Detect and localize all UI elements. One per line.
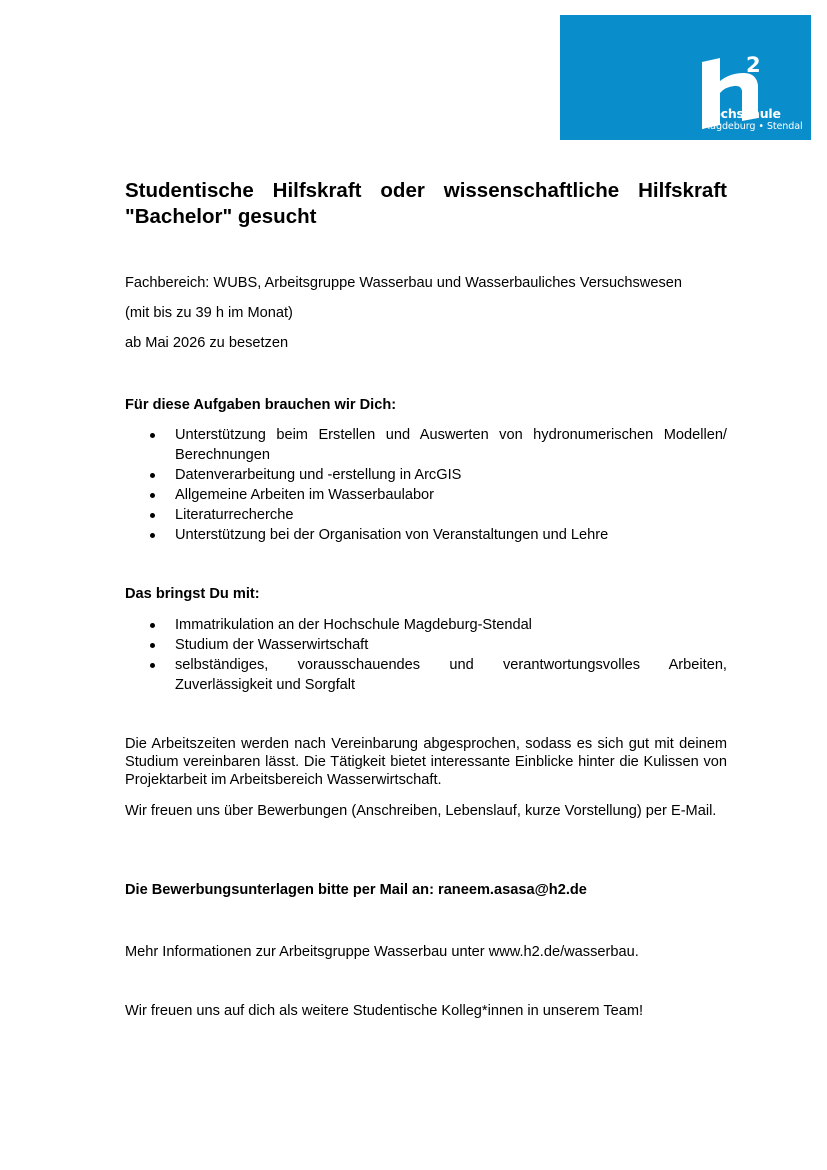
list-item: Allgemeine Arbeiten im Wasserbaulabor [125,485,727,505]
start-date-text: ab Mai 2026 zu besetzen [125,335,289,351]
list-item: Datenverarbeitung und -erstellung in ArcGIS [125,465,727,485]
logo-subtitle: Magdeburg • Stendal [702,121,803,132]
closing-text: Wir freuen uns auf dich als weitere Studentische Kolleg*innen in unserem Team! [125,1003,644,1019]
list-item: selbständiges, vorausschauendes und verantwortungsvolles Arbeiten, Zuverlässigkeit und Sorgfalt [125,655,727,695]
list-item: Unterstützung beim Erstellen und Auswerten von hydronumerischen Modellen/ Berechnungen [125,425,727,465]
list-item: Literaturrecherche [125,505,727,525]
applications-paragraph: Wir freuen uns über Bewerbungen (Anschreiben, Lebenslauf, kurze Vorstellung) per E-Mail. [125,803,717,819]
bullet-icon [150,623,155,628]
more-info-text: Mehr Informationen zur Arbeitsgruppe Wasserbau unter [125,944,489,960]
more-info-suffix: . [634,944,639,960]
contact-line [125,881,727,899]
list-item: Unterstützung bei der Organisation von Veranstaltungen und Lehre [125,525,727,545]
department-text: Fachbereich: WUBS, Arbeitsgruppe Wasserbau und Wasserbauliches Versuchswesen [125,275,682,291]
contact-email-link[interactable]: raneem.asasa@h2.de [438,882,587,898]
hours-text: (mit bis zu 39 h im Monat) [125,305,293,321]
bullet-icon [150,473,155,478]
page-title: Studentische Hilfskraft oder wissenschaftliche Hilfskraft "Bachelor" gesucht [125,179,727,228]
bullet-icon [150,643,155,648]
list-item: Immatrikulation an der Hochschule Magdeburg-Stendal [125,615,727,635]
requirements-list [125,615,727,695]
university-logo [560,15,811,140]
more-info-line [125,943,727,961]
working-hours-paragraph: Die Arbeitszeiten werden nach Vereinbarung abgesprochen, sodass es sich gut mit deinem Studium vereinbaren lässt. Die Tätigkeit bietet interessante Einblicke hinter die Kulissen von Projektarbeit im Arbeitsbereich Wasserwirtschaft. [125,736,727,788]
website-link[interactable]: www.h2.de/wasserbau [488,944,635,960]
bullet-icon [150,493,155,498]
contact-label: Die Bewerbungsunterlagen bitte per Mail an: [125,882,439,898]
bullet-icon [150,533,155,538]
logo-mark-text: 2 [746,53,761,77]
tasks-heading: Für diese Aufgaben brauchen wir Dich: [125,397,397,413]
bullet-icon [150,433,155,438]
logo-name: Hochschule [702,106,781,121]
tasks-list [125,425,727,545]
requirements-heading: Das bringst Du mit: [125,586,260,602]
list-item: Studium der Wasserwirtschaft [125,635,727,655]
bullet-icon [150,663,155,668]
bullet-icon [150,513,155,518]
